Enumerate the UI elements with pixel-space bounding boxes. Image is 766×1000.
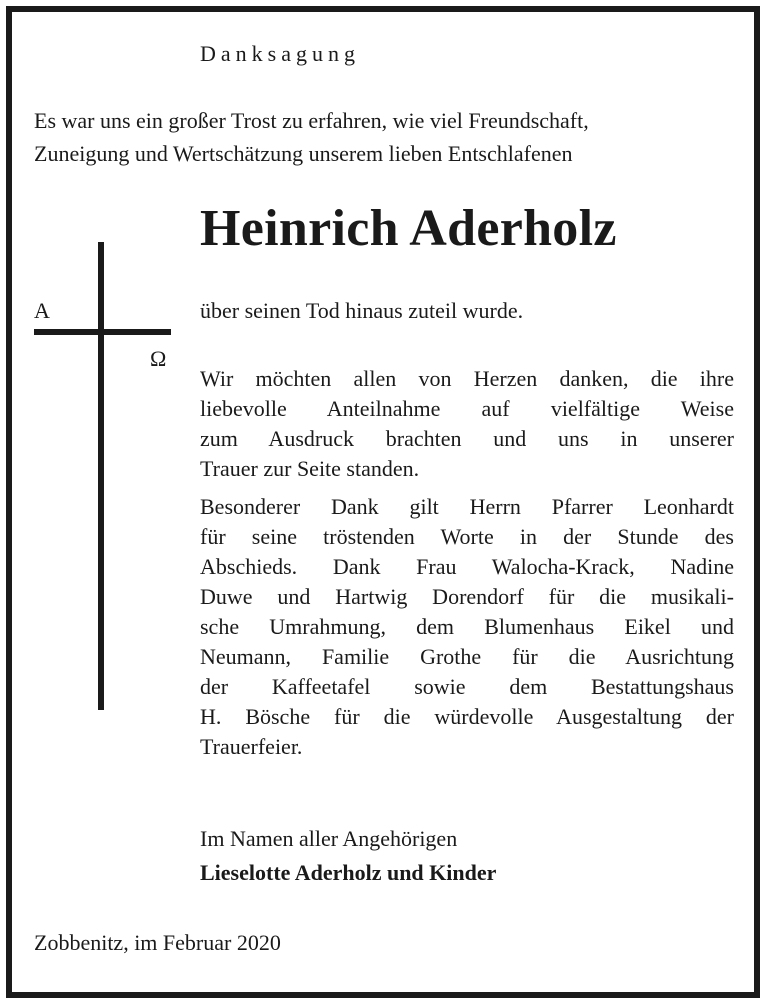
deceased-name: Heinrich Aderholz: [200, 200, 617, 257]
body-line: für seine tröstenden Worte in der Stunde des: [200, 524, 734, 549]
signature: Lieselotte Aderholz und Kinder: [200, 860, 497, 885]
body-line: H. Bösche für die würdevolle Ausgestaltung der: [200, 704, 734, 729]
after-name-line: über seinen Tod hinaus zuteil wurde.: [200, 298, 524, 323]
body-line: Trauer zur Seite standen.: [200, 456, 420, 481]
place-date: Zobbenitz, im Februar 2020: [34, 930, 281, 955]
body-line: Neumann, Familie Grothe für die Ausrichtung: [200, 644, 734, 669]
intro-text: [34, 104, 734, 170]
body-line: liebevolle Anteilnahme auf vielfältige Weise: [200, 396, 734, 421]
cross-icon-horizontal-bar: [34, 329, 171, 335]
omega-symbol: Ω: [150, 346, 167, 371]
body-line: Wir möchten allen von Herzen danken, die ihre: [200, 366, 734, 391]
body-line: Abschieds. Dank Frau Walocha-Krack, Nadine: [200, 554, 734, 579]
notice-heading: Danksagung: [200, 41, 360, 66]
body-line: Duwe und Hartwig Dorendorf für die musikali-: [200, 584, 734, 609]
body-line: zum Ausdruck brachten und uns in unserer: [200, 426, 734, 451]
closing-line: Im Namen aller Angehörigen: [200, 826, 458, 851]
alpha-symbol: A: [34, 298, 50, 323]
intro-line: Zuneigung und Wertschätzung unserem lieben Entschlafenen: [34, 141, 573, 166]
body-line: Trauerfeier.: [200, 734, 303, 759]
body-line: der Kaffeetafel sowie dem Bestattungshaus: [200, 674, 734, 699]
body-line: Besonderer Dank gilt Herrn Pfarrer Leonhardt: [200, 494, 734, 519]
cross-icon-vertical-bar: [98, 242, 104, 710]
intro-line: Es war uns ein großer Trost zu erfahren, wie viel Freundschaft,: [34, 108, 589, 133]
body-line: sche Umrahmung, dem Blumenhaus Eikel und: [200, 614, 734, 639]
